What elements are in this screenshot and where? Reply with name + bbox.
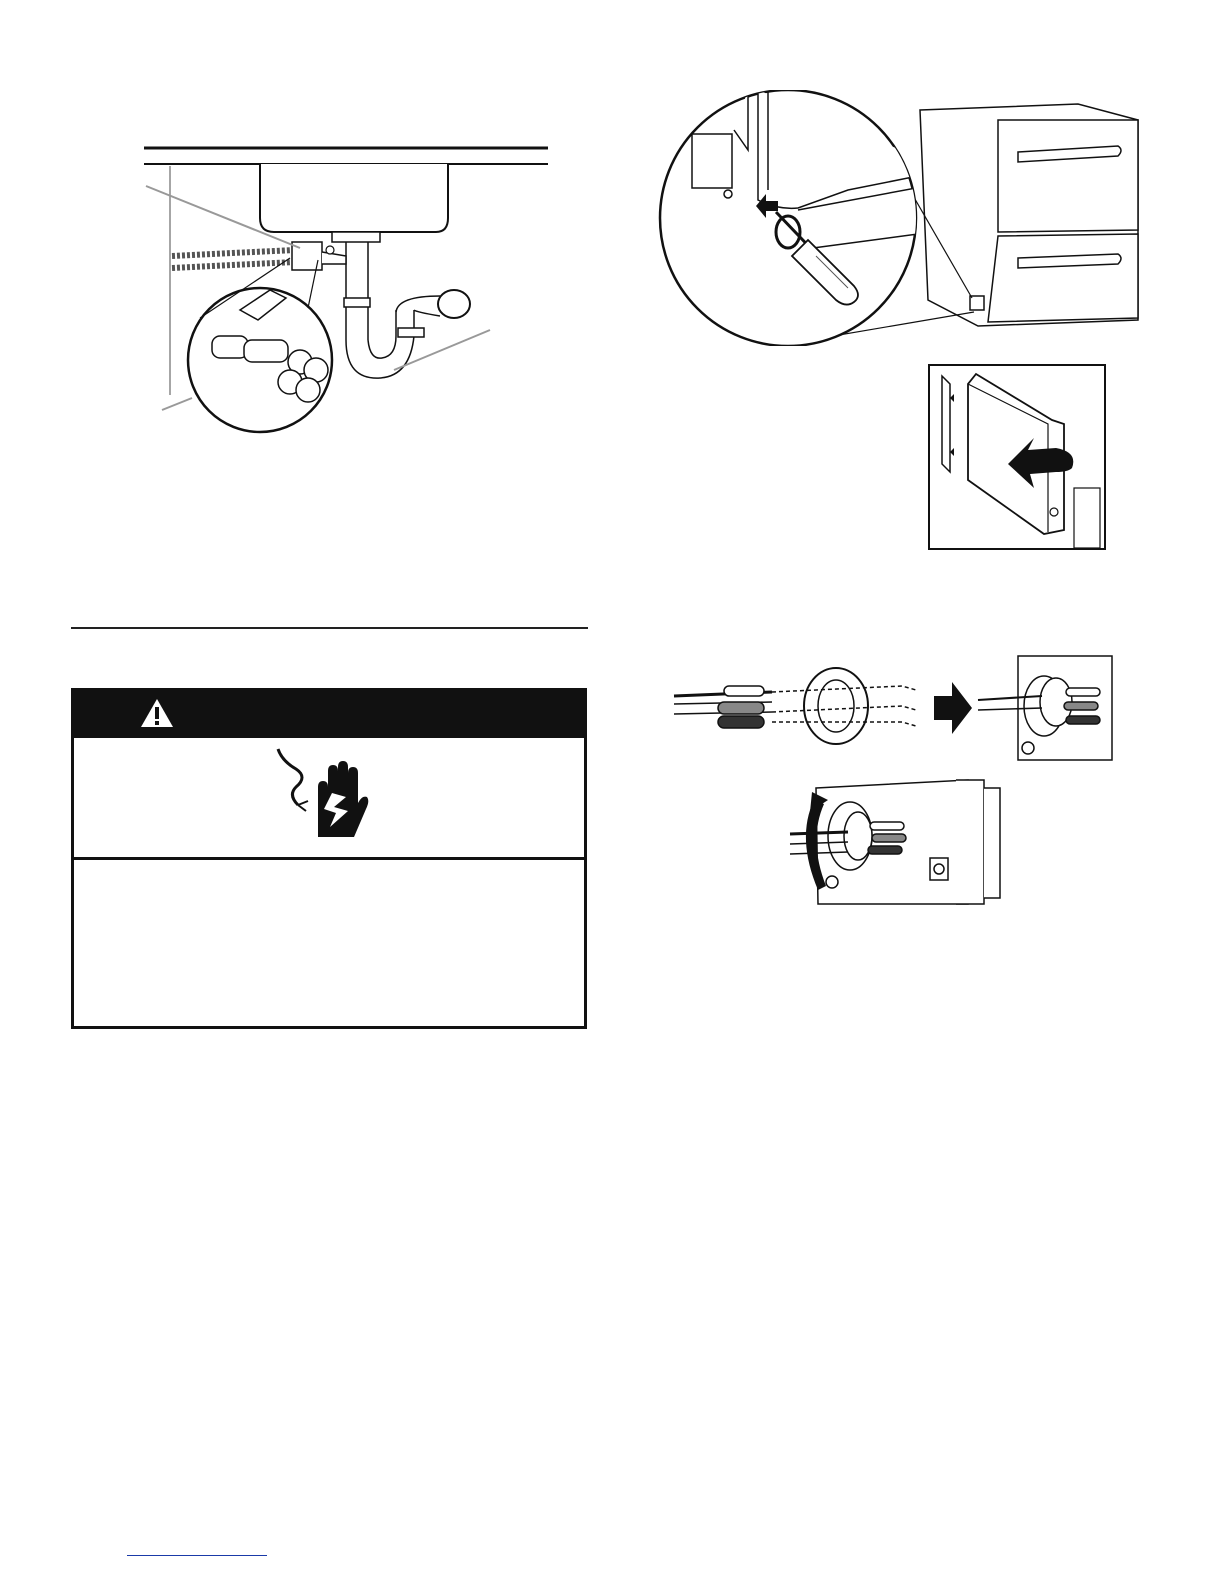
cover-rotate-illustration <box>928 364 1106 550</box>
footer-link[interactable] <box>127 1555 267 1556</box>
electrical-shock-hazard-icon <box>274 747 370 843</box>
strain-relief-install-figure <box>672 652 1116 764</box>
warning-divider <box>74 857 584 860</box>
warning-header <box>74 691 584 738</box>
junction-box-illustration <box>648 90 1148 346</box>
alert-triangle-icon <box>140 698 174 728</box>
junction-box-figure <box>648 90 1148 346</box>
strain-relief-install-illustration <box>672 652 1116 764</box>
strain-relief-tighten-illustration <box>788 778 1008 908</box>
warning-box <box>71 688 587 1029</box>
sink-drain-illustration <box>140 140 560 440</box>
section-divider <box>71 627 588 629</box>
strain-relief-tighten-figure <box>788 778 1008 908</box>
cover-rotate-figure <box>928 364 1106 550</box>
sink-drain-figure <box>140 140 560 440</box>
